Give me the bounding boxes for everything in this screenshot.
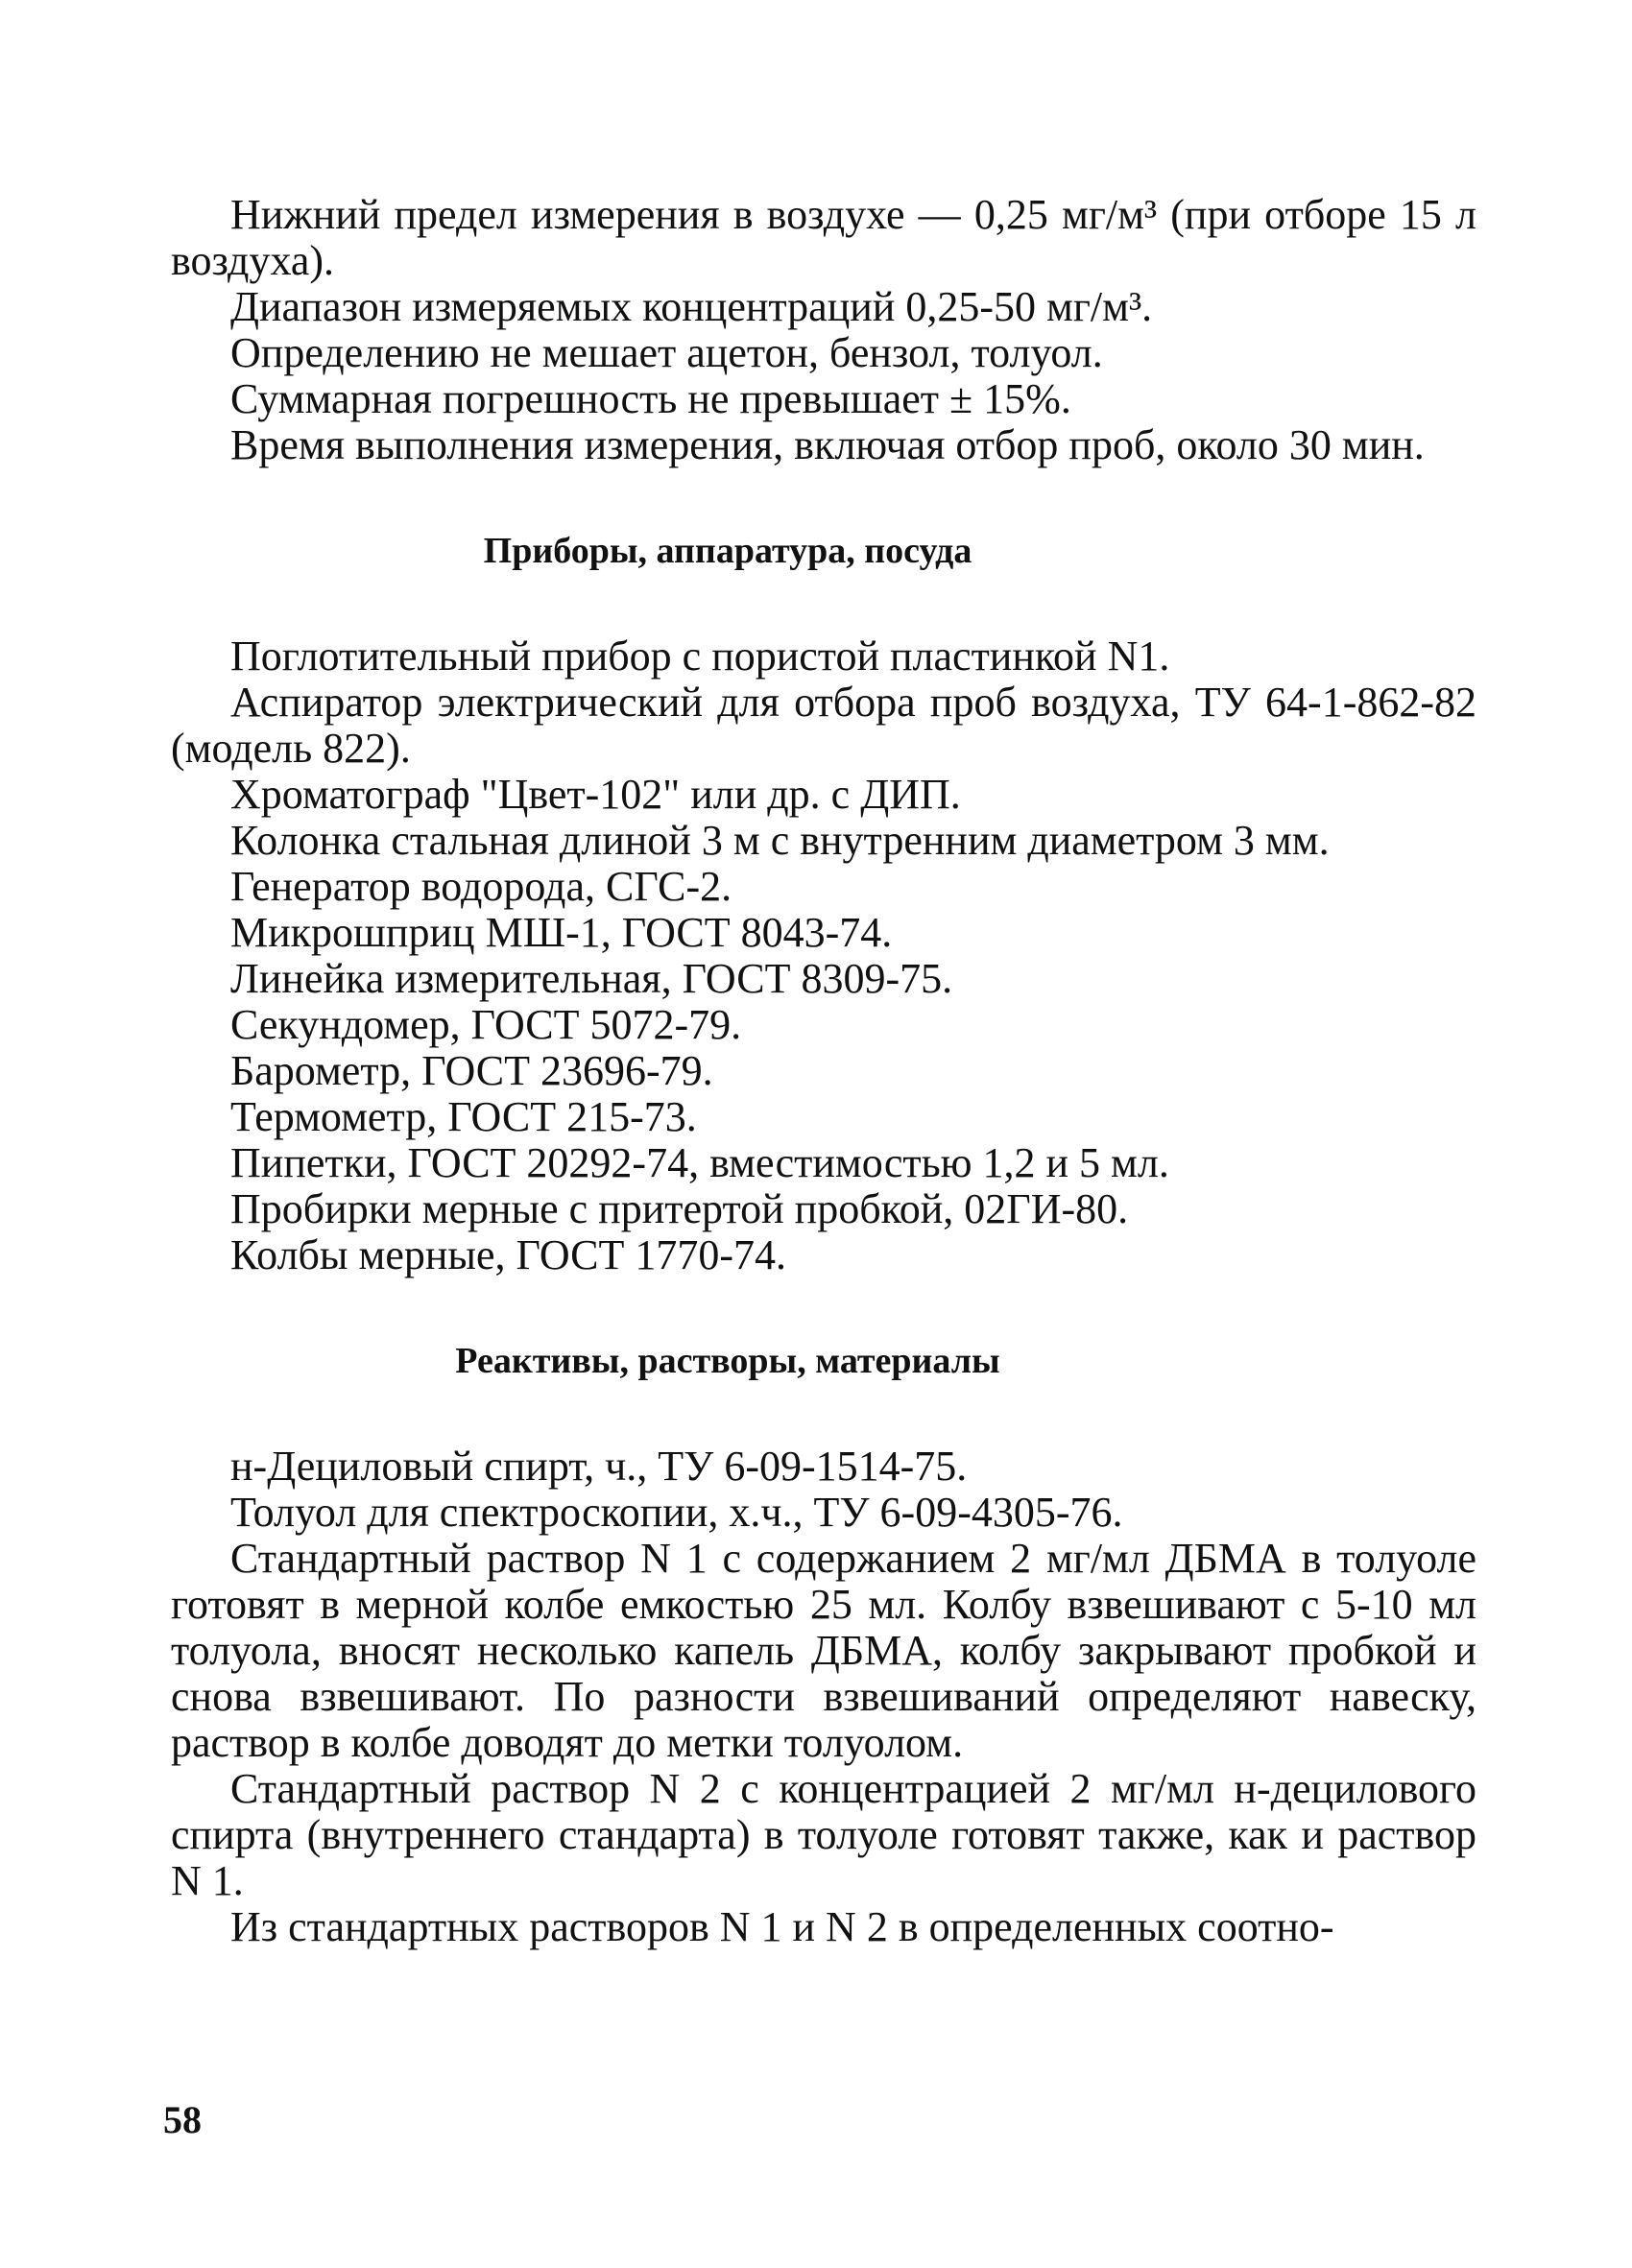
document-page [171, 192, 1476, 1950]
page-number: 58 [163, 2098, 202, 2141]
intro-line-2: Диапазон измеряемых концентраций 0,25-50 мг/м³. [230, 283, 1153, 330]
intro-line-3: Определению не мешает ацетон, бензол, толуол. [230, 329, 1103, 376]
reagents-heading: Реактивы, растворы, материалы [455, 1341, 1000, 1381]
equipment-item: Барометр, ГОСТ 23696-79. [230, 1047, 713, 1094]
equipment-item: Пробирки мерные с притертой пробкой, 02ГИ-80. [230, 1185, 1129, 1232]
equipment-item: Хроматограф "Цвет-102" или др. с ДИП. [230, 771, 961, 818]
equipment-item: Колонка стальная длиной 3 м с внутренним диаметром 3 мм. [230, 817, 1330, 864]
reagent-item: Толуол для спектроскопии, х.ч., ТУ 6-09-4305-76. [230, 1489, 1123, 1536]
reagent-item: Из стандартных растворов N 1 и N 2 в определенных соотно- [230, 1903, 1334, 1950]
equipment-item: Генератор водорода, СГС-2. [230, 863, 732, 910]
intro-line-1: Нижний предел измерения в воздухе — 0,25 мг/м³ (при отборе 15 л воздуха). [171, 191, 1476, 284]
equipment-item: Термометр, ГОСТ 215-73. [230, 1093, 697, 1140]
reagent-item: Стандартный раствор N 1 с содержанием 2 мг/мл ДБМА в толуоле готовят в мерной колбе емкостью 25 мл. Колбу взвешивают с 5-10 мл толуола, вносят несколько капель ДБМА, колбу закрывают пробкой и снова взвешивают. По разности взвешиваний определяют навеску, раствор в колбе доводят до метки толуолом. [171, 1535, 1476, 1766]
equipment-item: Секундомер, ГОСТ 5072-79. [230, 1001, 742, 1048]
reagents-list [171, 1444, 1476, 1950]
intro-section [171, 192, 1476, 468]
equipment-list [171, 633, 1476, 1278]
intro-line-5: Время выполнения измерения, включая отбор проб, около 30 мин. [230, 421, 1425, 468]
reagent-item: н-Дециловый спирт, ч., ТУ 6-09-1514-75. [230, 1443, 968, 1490]
reagent-item: Стандартный раствор N 2 с концентрацией 2 мг/мл н-децилового спирта (внутреннего стандарта) в толуоле готовят также, как и раствор N 1. [171, 1765, 1476, 1904]
equipment-item: Поглотительный прибор с пористой пластинкой N1. [230, 633, 1170, 680]
equipment-item: Аспиратор электрический для отбора проб воздуха, ТУ 64-1-862-82 (модель 822). [171, 679, 1476, 772]
equipment-item: Колбы мерные, ГОСТ 1770-74. [230, 1231, 787, 1278]
intro-line-4: Суммарная погрешность не превышает ± 15%. [230, 375, 1071, 422]
equipment-heading: Приборы, аппаратура, посуда [483, 531, 972, 571]
equipment-item: Микрошприц МШ-1, ГОСТ 8043-74. [230, 909, 893, 956]
equipment-item: Линейка измерительная, ГОСТ 8309-75. [230, 955, 953, 1002]
equipment-item: Пипетки, ГОСТ 20292-74, вместимостью 1,2 и 5 мл. [230, 1139, 1169, 1186]
